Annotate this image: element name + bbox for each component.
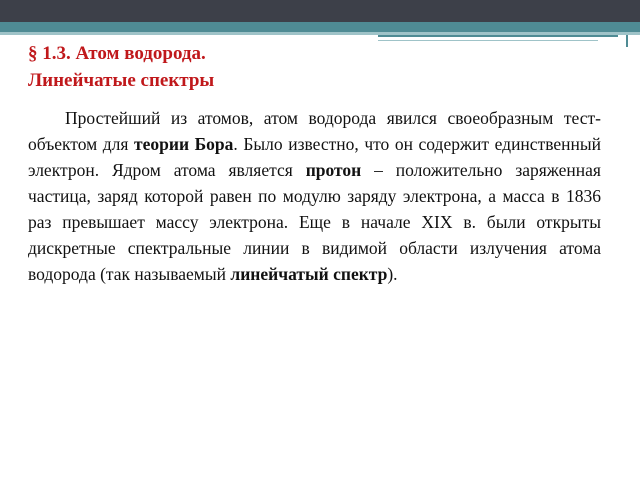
paragraph-text-4: ). (387, 264, 398, 284)
body-paragraph (28, 105, 601, 287)
paragraph-text-1: Простейший из атомов, атом водорода явился своеобразным тест-объектом для (28, 108, 601, 154)
decorative-tab-line-thin (378, 40, 598, 41)
term-line-spectrum: линейчатый спектр (230, 264, 388, 284)
paragraph-text-2: . Было известно, что он содержит единственный электрон. Ядром атома является (28, 134, 601, 180)
slide-title (28, 40, 388, 94)
decorative-tab-corner (618, 35, 628, 47)
slide-title-line-2: Линейчатые спектры (28, 70, 215, 91)
term-proton: протон (305, 160, 362, 180)
term-bohr-theory: теории Бора (134, 134, 234, 154)
header-band-dark (0, 0, 640, 22)
header-band-teal (0, 22, 640, 32)
slide-title-line-1: § 1.3. Атом водорода. (28, 43, 206, 64)
decorative-tab-line (378, 35, 618, 37)
paragraph-text-3: – положительно заряженная частица, заряд которой равен по модулю заряду электрона, а масса в 1836 раз превышает массу электрона. Еще в начале XIX в. были открыты дискретные спектральные линии в видимой области излучения атома водорода (так называемый (28, 160, 601, 284)
